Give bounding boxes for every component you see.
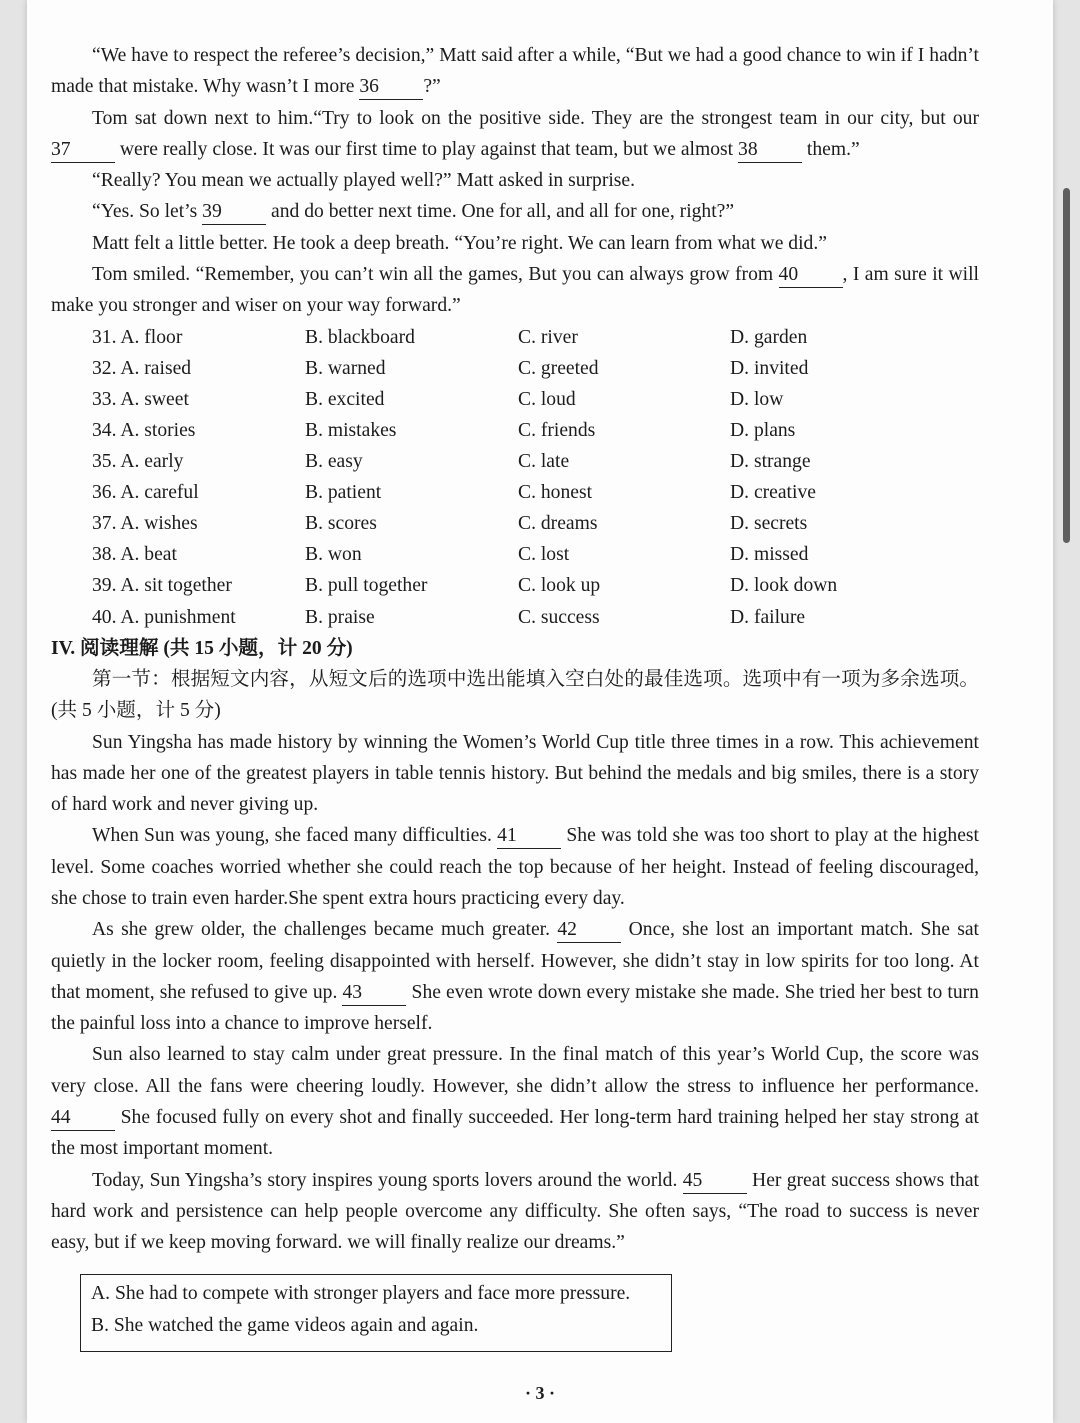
text: “Yes. So let’s [92, 201, 203, 223]
text: were really close. It was our first time to play against that team, but we almost [115, 138, 739, 160]
text: She was told she was too short to play at the highest level. Some coaches worried whether she could reach the top because of her height. Instead of feeling discouraged, she chose to train even harder.She spent extra hours practicing every day. [51, 825, 979, 909]
option-d: D. invited [730, 357, 809, 379]
passage1-paragraph-5: Matt felt a little better. He took a deep breath. “You’re right. We can learn from what we did.” [92, 232, 827, 254]
text: As she grew older, the challenges became much greater. [92, 919, 558, 941]
passage2-paragraph-5 [51, 1165, 979, 1259]
passage1-paragraph-2 [51, 103, 979, 166]
question-number: 39. [92, 575, 117, 597]
option-row [92, 322, 979, 353]
passage2-paragraph-2 [51, 820, 979, 914]
blank-43: 43 [342, 981, 406, 1006]
question-number: 35. [92, 451, 117, 473]
option-c: C. river [518, 326, 578, 348]
option-text: A. beat [120, 544, 177, 566]
option-row [92, 477, 979, 508]
option-text: A. sit together [120, 575, 232, 597]
passage1-paragraph-6 [51, 259, 979, 322]
question-number: 34. [92, 419, 117, 441]
option-b: B. patient [305, 482, 382, 504]
option-b: B. excited [305, 388, 385, 410]
blank-45: 45 [683, 1169, 747, 1194]
option-a [92, 446, 305, 477]
option-c: C. look up [518, 575, 601, 597]
question-number: 32. [92, 357, 117, 379]
text: She even wrote down every mistake she made. She tried her best to turn the painful loss into a chance to improve herself. [51, 981, 979, 1035]
option-d: D. creative [730, 482, 816, 504]
blank-44: 44 [51, 1106, 115, 1131]
option-d: D. plans [730, 419, 796, 441]
option-text: A. raised [120, 357, 192, 379]
option-text: A. floor [120, 326, 183, 348]
text: Sun also learned to stay calm under great pressure. In the final match of this year’s World Cup, the score was very close. All the fans were cheering loudly. However, she didn’t allow the stress to influence her performance. [51, 1044, 979, 1097]
option-text: A. early [120, 451, 184, 473]
option-row [92, 570, 979, 601]
text: “We have to respect the referee’s decision,” Matt said after a while, “But we had a good chance to win if I hadn’t made that mistake. Why wasn’t I more [51, 45, 979, 98]
option-a [92, 353, 305, 384]
option-text: A. sweet [120, 388, 189, 410]
option-b: B. won [305, 544, 362, 566]
option-a [92, 384, 305, 415]
option-c: C. honest [518, 482, 593, 504]
options-table [92, 322, 979, 633]
question-number: 37. [92, 513, 117, 535]
option-a [92, 415, 305, 446]
option-a [92, 477, 305, 508]
text: When Sun was young, she faced many difficulties. [92, 825, 498, 847]
option-d: D. low [730, 388, 784, 410]
option-d: D. secrets [730, 513, 808, 535]
blank-40: 40 [779, 263, 843, 288]
blank-42: 42 [557, 918, 621, 943]
option-b: B. blackboard [305, 326, 415, 348]
option-row [92, 508, 979, 539]
text: Once, she lost an important match. She sat quietly in the locker room, feeling disappointed with herself. However, she didn’t stay in low spirits for too long. At that moment, she refused to give up. [51, 919, 980, 1003]
option-c: C. success [518, 606, 600, 628]
page-number: · 3 · [524, 1383, 555, 1403]
option-row [92, 602, 979, 633]
document-content [51, 40, 979, 1259]
text: She focused fully on every shot and finally succeeded. Her long-term hard training helped her stay strong at the most important moment. [51, 1107, 979, 1160]
option-row [92, 384, 979, 415]
option-b: B. praise [305, 606, 375, 628]
blank-38: 38 [738, 138, 802, 163]
section-instruction: 第一节：根据短文内容，从短文后的选项中选出能填入空白处的最佳选项。选项中有一项为多余选项。(共 5 小题，计 5 分) [51, 668, 979, 722]
blank-39: 39 [202, 200, 266, 225]
option-row [92, 353, 979, 384]
option-a [92, 570, 305, 601]
passage1-paragraph-3: “Really? You mean we actually played well?” Matt asked in surprise. [92, 170, 636, 192]
question-number: 33. [92, 388, 117, 410]
question-number: 40. [92, 606, 117, 628]
scrollbar-thumb[interactable] [1063, 188, 1070, 543]
section-heading: IV. 阅读理解 (共 15 小题，计 20 分) [51, 637, 353, 659]
text: them.” [802, 138, 860, 160]
option-b: B. pull together [305, 575, 428, 597]
option-c: C. lost [518, 544, 570, 566]
text: , I am sure it will make you stronger and wiser on your way forward.” [51, 264, 979, 317]
option-a [92, 539, 305, 570]
text: Tom sat down next to him.“Try to look on the positive side. They are the strongest team in our city, but our [92, 107, 979, 129]
option-c: C. loud [518, 388, 576, 410]
option-d: D. missed [730, 544, 809, 566]
passage2-paragraph-3 [51, 914, 979, 1039]
blank-36: 36 [359, 75, 423, 100]
option-a [92, 322, 305, 353]
option-c: C. dreams [518, 513, 598, 535]
text: Tom smiled. “Remember, you can’t win all the games, But you can always grow from [92, 264, 779, 286]
option-text: A. punishment [120, 606, 236, 628]
choice-b: B. She watched the game videos again and again. [91, 1314, 479, 1336]
option-row [92, 446, 979, 477]
passage2-paragraph-1: Sun Yingsha has made history by winning the Women’s World Cup title three times in a row. This achievement has made her one of the greatest players in table tennis history. But behind the medals and big smiles, there is a story of hard work and never giving up. [51, 731, 979, 816]
option-b: B. warned [305, 357, 386, 379]
text: Her great success shows that hard work and persistence can help people overcome any difficulty. She often says, “The road to success is never easy, but if we keep moving forward. we will finally realize our dreams.” [51, 1169, 980, 1254]
question-number: 36. [92, 482, 117, 504]
option-b: B. easy [305, 451, 363, 473]
option-d: D. failure [730, 606, 806, 628]
blank-41: 41 [497, 824, 561, 849]
option-a [92, 602, 305, 633]
option-text: A. wishes [120, 513, 198, 535]
text: ?” [423, 76, 441, 98]
text: and do better next time. One for all, and all for one, right?” [266, 201, 735, 223]
passage2-paragraph-4 [51, 1039, 979, 1164]
text: Today, Sun Yingsha’s story inspires young sports lovers around the world. [92, 1169, 683, 1191]
option-c: C. late [518, 451, 570, 473]
question-number: 31. [92, 326, 117, 348]
choice-a: A. She had to compete with stronger players and face more pressure. [91, 1283, 631, 1304]
option-b: B. mistakes [305, 419, 397, 441]
passage1-paragraph-4 [51, 196, 979, 227]
option-row [92, 539, 979, 570]
blank-37: 37 [51, 138, 115, 163]
passage1-paragraph-1 [51, 40, 979, 103]
option-b: B. scores [305, 513, 377, 535]
option-c: C. greeted [518, 357, 599, 379]
choice-options-box [80, 1274, 672, 1352]
option-d: D. garden [730, 326, 808, 348]
option-c: C. friends [518, 419, 596, 441]
question-number: 38. [92, 544, 117, 566]
option-text: A. careful [120, 482, 199, 504]
option-row [92, 415, 979, 446]
option-d: D. look down [730, 575, 838, 597]
option-text: A. stories [120, 419, 196, 441]
option-d: D. strange [730, 451, 811, 473]
option-a [92, 508, 305, 539]
